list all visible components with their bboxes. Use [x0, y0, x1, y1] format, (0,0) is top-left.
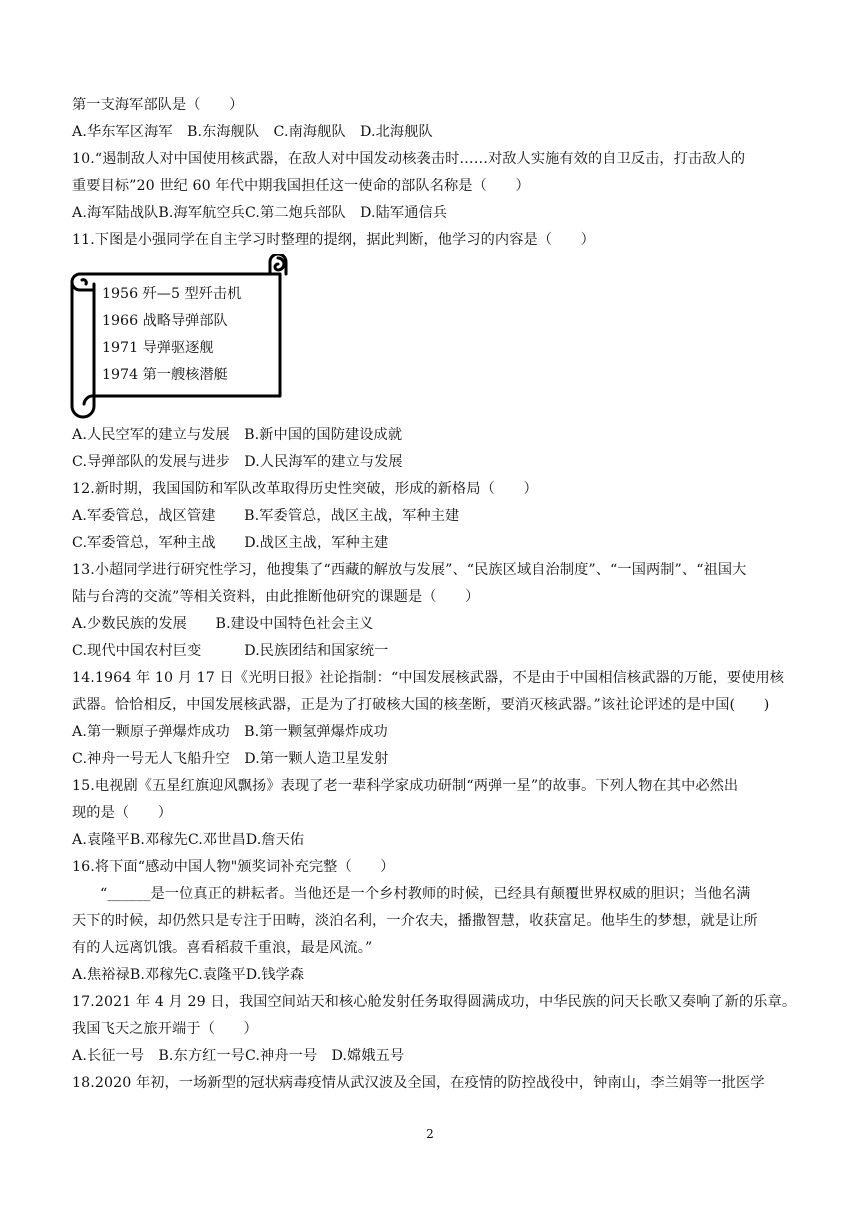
text-line: A.长征一号 B.东方红一号C.神舟一号 D.嫦娥五号	[72, 1048, 405, 1064]
text-line: “______是一位真正的耕耘者。当他还是一个乡村教师的时候，已经具有颠覆世界权威的胆识；当他名满	[100, 886, 751, 902]
text-line: A.焦裕禄B.邓稼先C.袁隆平D.钱学森	[72, 967, 305, 983]
outline-item: 1966 战略导弹部队	[102, 313, 228, 329]
question-block-top	[72, 92, 794, 254]
outline-item: 1956 歼—5 型歼击机	[102, 286, 242, 302]
text-line: A.海军陆战队B.海军航空兵C.第二炮兵部队 D.陆军通信兵	[72, 205, 448, 221]
text-line: C.神舟一号无人飞船升空 D.第一颗人造卫星发射	[72, 751, 389, 767]
text-line: A.袁隆平B.邓稼先C.邓世昌D.詹天佑	[72, 832, 305, 848]
outline-scroll-figure	[72, 254, 794, 422]
text-line: A.华东军区海军 B.东海舰队 C.南海舰队 D.北海舰队	[72, 124, 433, 140]
text-line: 陆与台湾的交流”等相关资料，由此推断他研究的课题是（ ）	[72, 589, 480, 605]
text-line: A.人民空军的建立与发展 B.新中国的国防建设成就	[72, 427, 403, 443]
text-line: 11.下图是小强同学在自主学习时整理的提纲，据此判断，他学习的内容是（ ）	[72, 232, 595, 248]
text-line: 17.2021 年 4 月 29 日，我国空间站天和核心舱发射任务取得圆满成功，中华民族的问天长歌又奏响了新的乐章。	[72, 994, 797, 1010]
text-line: 现的是（ ）	[72, 805, 173, 821]
text-line: 16.将下面“感动中国人物"颁奖词补充完整（ ）	[72, 859, 395, 875]
text-line: C.导弹部队的发展与进步 D.人民海军的建立与发展	[72, 454, 403, 470]
text-line: A.少数民族的发展 B.建设中国特色社会主义	[72, 616, 374, 632]
text-line: 重要目标”20 世纪 60 年代中期我国担任这一使命的部队名称是（ ）	[72, 178, 530, 194]
text-line: 我国飞天之旅开端于（ ）	[72, 1021, 258, 1037]
text-line: 13.小超同学进行研究性学习，他搜集了“西藏的解放与发展”、“民族区域自治制度”、“一国两制”、“祖国大	[72, 562, 747, 578]
page-number: 2	[426, 1127, 434, 1141]
text-line: 第一支海军部队是（ ）	[72, 97, 244, 113]
text-line: 15.电视剧《五星红旗迎风飘扬》表现了老一辈科学家成功研制“两弹一星”的故事。下列人物在其中必然出	[72, 778, 739, 794]
text-line: 武器。恰恰相反，中国发展核武器，正是为了打破核大国的核垄断，要消灭核武器。”该社论评述的是中国( )	[72, 697, 770, 713]
text-line: C.现代中国农村巨变 D.民族团结和国家统一	[72, 643, 389, 659]
text-line: A.军委管总，战区管建 B.军委管总，战区主战，军种主建	[72, 508, 460, 524]
text-line: 14.1964 年 10 月 17 日《光明日报》社论指制：“中国发展核武器，不是由于中国相信核武器的万能，要使用核	[72, 670, 785, 686]
text-line: C.军委管总，军种主战 D.战区主战，军种主建	[72, 535, 389, 551]
text-line: 18.2020 年初，一场新型的冠状病毒疫情从武汉波及全国，在疫情的防控战役中，钟南山，李兰娟等一批医学	[72, 1075, 765, 1091]
text-line: 10.“遏制敌人对中国使用核武器，在敌人对中国发动核袭击时……对敌人实施有效的自卫反击，打击敌人的	[72, 151, 746, 167]
document-body	[72, 92, 797, 1097]
text-line: A.第一颗原子弹爆炸成功 B.第一颗氢弹爆炸成功	[72, 724, 388, 740]
outline-list	[102, 281, 241, 389]
question-block-bottom	[72, 422, 797, 1097]
outline-item: 1974 第一艘核潜艇	[102, 367, 228, 383]
text-line: 有的人远离饥饿。喜看稻菽千重浪，最是风流。”	[72, 940, 373, 956]
outline-item: 1971 导弹驱逐舰	[102, 340, 214, 356]
text-line: 12.新时期，我国国防和军队改革取得历史性突破，形成的新格局（ ）	[72, 481, 538, 497]
text-line: 天下的时候，却仍然只是专注于田畴，淡泊名利，一介农夫，播撒智慧，收获富足。他毕生的梦想，就是让所	[72, 913, 758, 929]
